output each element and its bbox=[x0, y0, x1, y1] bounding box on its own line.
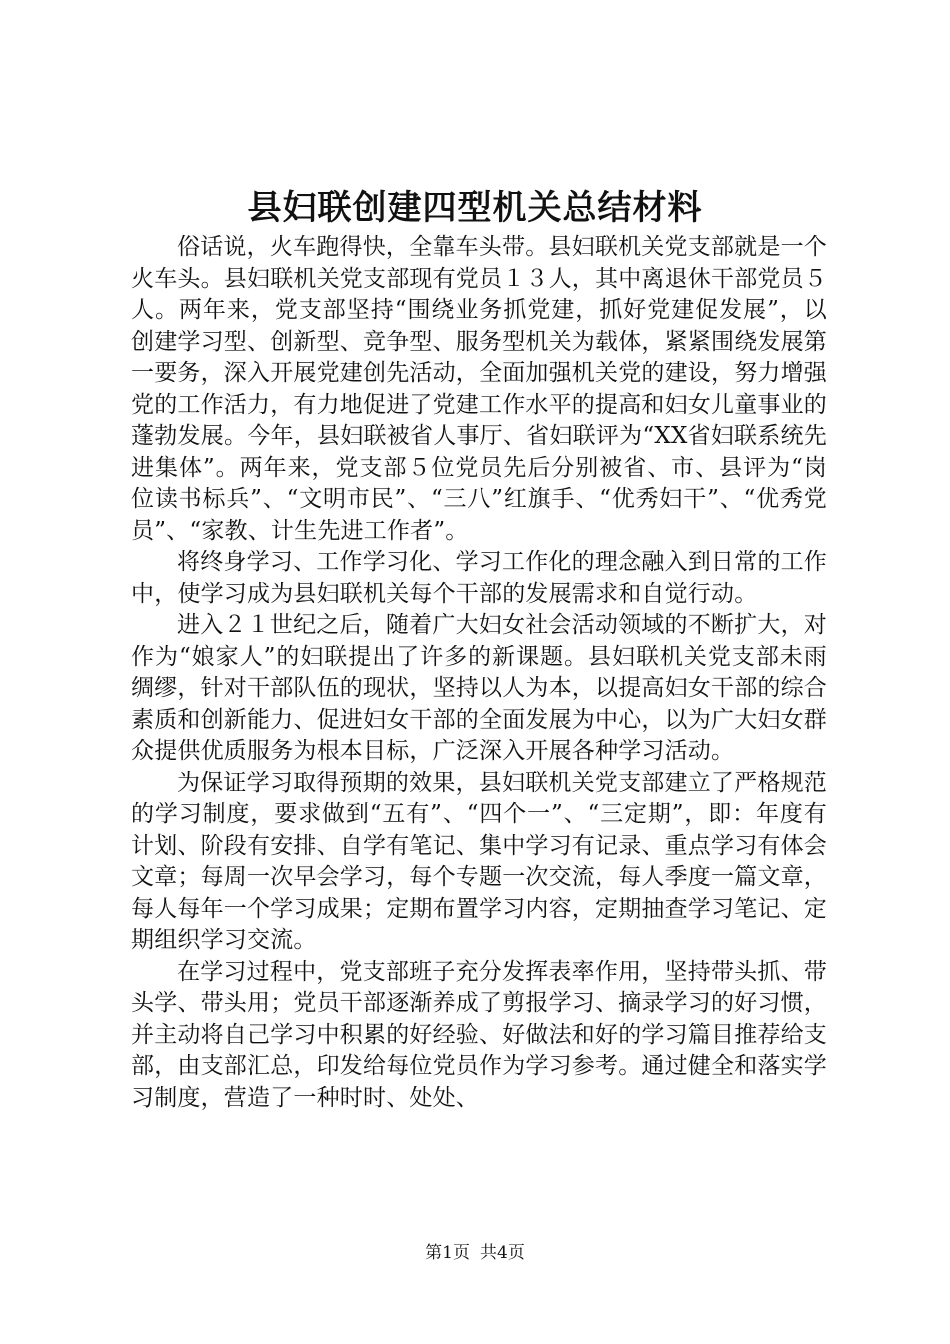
page-total: 共4页 bbox=[480, 1243, 525, 1263]
paragraph-2: 将终身学习、工作学习化、学习工作化的理念融入到日常的工作中，使学习成为县妇联机关每个干部的发展需求和自觉行动。 bbox=[131, 549, 827, 607]
paragraph-3: 进入２１世纪之后，随着广大妇女社会活动领域的不断扩大，对作为“娘家人”的妇联提出了许多的新课题。县妇联机关党支部未雨绸缪，针对干部队伍的现状，坚持以人为本，以提高妇女干部的综合素质和创新能力、促进妇女干部的全面发展为中心，以为广大妇女群众提供优质服务为根本目标，广泛深入开展各种学习活动。 bbox=[131, 612, 827, 764]
page-number: 第1页 bbox=[425, 1243, 470, 1263]
document-title: 县妇联创建四型机关总结材料 bbox=[247, 188, 703, 228]
page-footer bbox=[0, 1241, 950, 1265]
paragraph-1: 俗话说，火车跑得快，全靠车头带。县妇联机关党支部就是一个火车头。县妇联机关党支部现有党员１３人，其中离退休干部党员５人。两年来，党支部坚持“围绕业务抓党建，抓好党建促发展”，以创建学习型、创新型、竞争型、服务型机关为载体，紧紧围绕发展第一要务，深入开展党建创先活动，全面加强机关党的建设，努力增强党的工作活力，有力地促进了党建工作水平的提高和妇女儿童事业的蓬勃发展。今年，县妇联被省人事厅、省妇联评为“XX省妇联系统先进集体”。两年来，党支部５位党员先后分别被省、市、县评为“岗位读书标兵”、“文明市民”、“三八”红旗手、“优秀妇干”、“优秀党员”、“家教、计生先进工作者”。 bbox=[131, 234, 827, 544]
document-body bbox=[131, 232, 827, 1114]
paragraph-4: 为保证学习取得预期的效果，县妇联机关党支部建立了严格规范的学习制度，要求做到“五有”、“四个一”、“三定期”，即：年度有计划、阶段有安排、自学有笔记、集中学习有记录、重点学习有体会文章；每周一次早会学习，每个专题一次交流，每人季度一篇文章，每人每年一个学习成果；定期布置学习内容，定期抽查学习笔记、定期组织学习交流。 bbox=[131, 769, 827, 953]
paragraph-5: 在学习过程中，党支部班子充分发挥表率作用，坚持带头抓、带头学、带头用；党员干部逐渐养成了剪报学习、摘录学习的好习惯，并主动将自己学习中积累的好经验、好做法和好的学习篇目推荐给支部，由支部汇总，印发给每位党员作为学习参考。通过健全和落实学习制度，营造了一种时时、处处、 bbox=[131, 958, 827, 1111]
